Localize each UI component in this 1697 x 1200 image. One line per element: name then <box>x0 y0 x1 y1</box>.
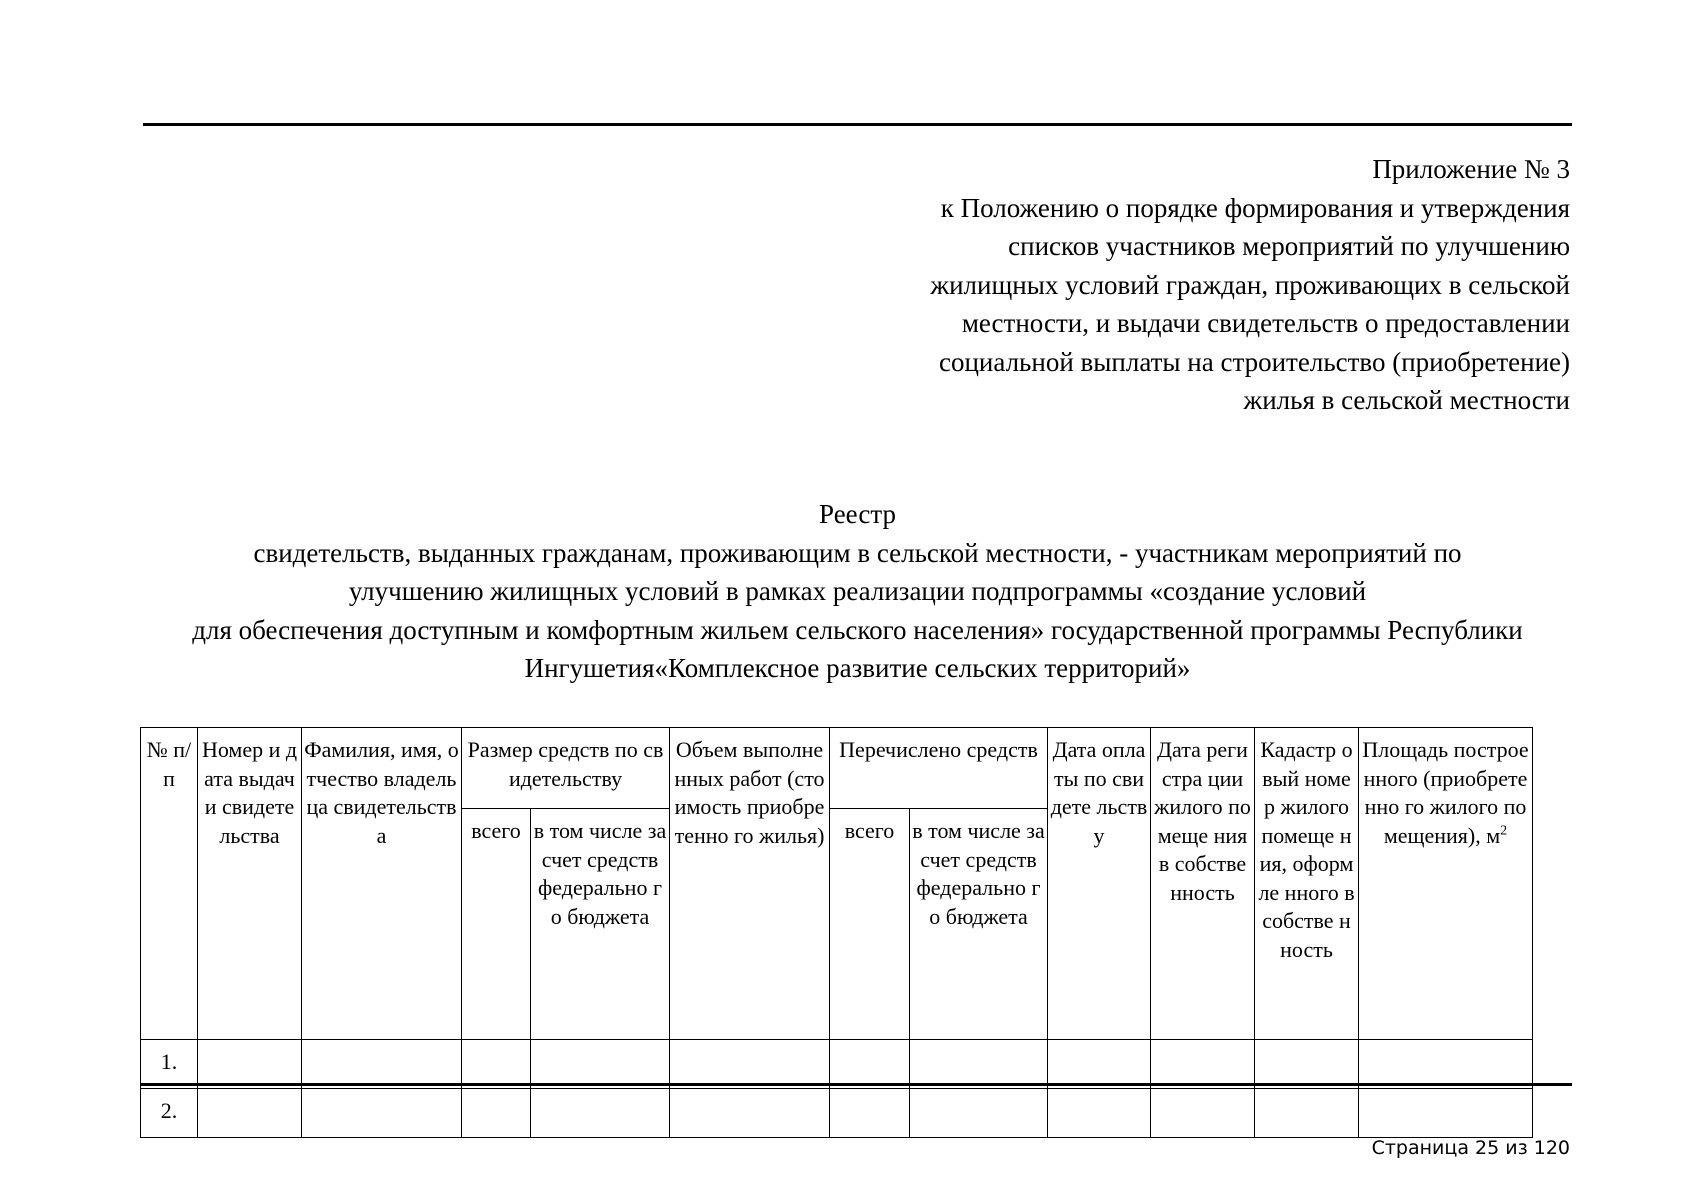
appendix-line: местности, и выдачи свидетельств о предоставлении <box>961 308 1570 338</box>
table-cell <box>302 1040 462 1089</box>
registry-subtitle-line: Ингушетия«Комплексное развитие сельских территорий» <box>524 653 1191 683</box>
table-cell <box>531 1040 670 1089</box>
table-cell <box>462 1089 531 1138</box>
header-cert-amount-federal: в том числе за счет средств федерально го бюджета <box>531 809 670 1040</box>
appendix-line: жилья в сельской местности <box>1243 385 1570 415</box>
appendix-line: социальной выплаты на строительство (приобретение) <box>938 346 1570 377</box>
registry-subtitle-line: свидетельств, выданных гражданам, проживающим в сельской местности, - участникам мероприятий по <box>253 537 1462 568</box>
appendix-line: жилищных условий граждан, проживающих в сельской <box>930 269 1570 300</box>
registry-subtitle-line: для обеспечения доступным и комфортным жильем сельского населения» государственной программы Республики <box>192 614 1523 645</box>
page-break-rule <box>140 1083 1572 1086</box>
header-transferred-total: всего <box>830 809 910 1040</box>
registry-subtitle-line: улучшению жилищных условий в рамках реализации подпрограммы «создание условий <box>348 576 1367 606</box>
registry-title: Реестр <box>819 499 896 529</box>
header-area <box>1359 728 1533 1040</box>
registry-table <box>140 727 1533 1138</box>
table-cell <box>198 1089 302 1138</box>
appendix-line: списков участников мероприятий по улучшению <box>1008 231 1570 261</box>
appendix-block <box>670 150 1570 420</box>
table-cell <box>1255 1040 1359 1089</box>
table-row <box>141 1089 1533 1138</box>
registry-heading <box>143 495 1572 688</box>
table-row <box>141 1040 1533 1089</box>
header-cert-amount-total: всего <box>462 809 531 1040</box>
page-number: Страница 25 из 120 <box>1371 1137 1570 1159</box>
table-cell <box>910 1040 1048 1089</box>
header-transferred: Перечислено средств <box>830 728 1048 809</box>
header-cadastral-number: Кадастр овый номер жилого помеще ния, оформле нного в собстве нность <box>1255 728 1359 1040</box>
table-cell <box>670 1040 830 1089</box>
appendix-line: к Положению о порядке формирования и утверждения <box>940 192 1570 223</box>
table-cell <box>670 1089 830 1138</box>
header-owner-name: Фамилия, имя, отчество владельца свидетельства <box>302 728 462 1040</box>
table-cell <box>198 1040 302 1089</box>
table-cell <box>830 1089 910 1138</box>
table-cell <box>1359 1089 1533 1138</box>
header-area-unit-sup: 2 <box>1500 823 1508 839</box>
table-cell <box>1255 1089 1359 1138</box>
header-row-top <box>141 728 1533 809</box>
top-rule <box>143 123 1572 126</box>
table-cell <box>830 1040 910 1089</box>
header-work-volume: Объем выполненных работ (стоимость приобретенно го жилья) <box>670 728 830 1040</box>
header-area-text: Площадь построенного (приобретенно го жилого помещения), м <box>1362 737 1529 848</box>
row-number: 2. <box>141 1089 198 1138</box>
table-cell <box>910 1089 1048 1138</box>
header-registration-date: Дата регистра ции жилого помеще ния в собстве нность <box>1151 728 1255 1040</box>
table-cell <box>1359 1040 1533 1089</box>
table-cell <box>302 1089 462 1138</box>
header-transferred-federal: в том числе за счет средств федерально го бюджета <box>910 809 1048 1040</box>
table-cell <box>1048 1089 1151 1138</box>
appendix-line: Приложение № 3 <box>1372 154 1570 184</box>
table-cell <box>531 1089 670 1138</box>
table-cell <box>462 1040 531 1089</box>
header-num: № п/п <box>141 728 198 1040</box>
header-payment-date: Дата оплаты по свидете льству <box>1048 728 1151 1040</box>
row-number: 1. <box>141 1040 198 1089</box>
header-cert-number-date: Номер и дата выдачи свидете льства <box>198 728 302 1040</box>
table-cell <box>1048 1040 1151 1089</box>
header-cert-amount: Размер средств по свидетельству <box>462 728 670 809</box>
table-cell <box>1151 1040 1255 1089</box>
table-cell <box>1151 1089 1255 1138</box>
